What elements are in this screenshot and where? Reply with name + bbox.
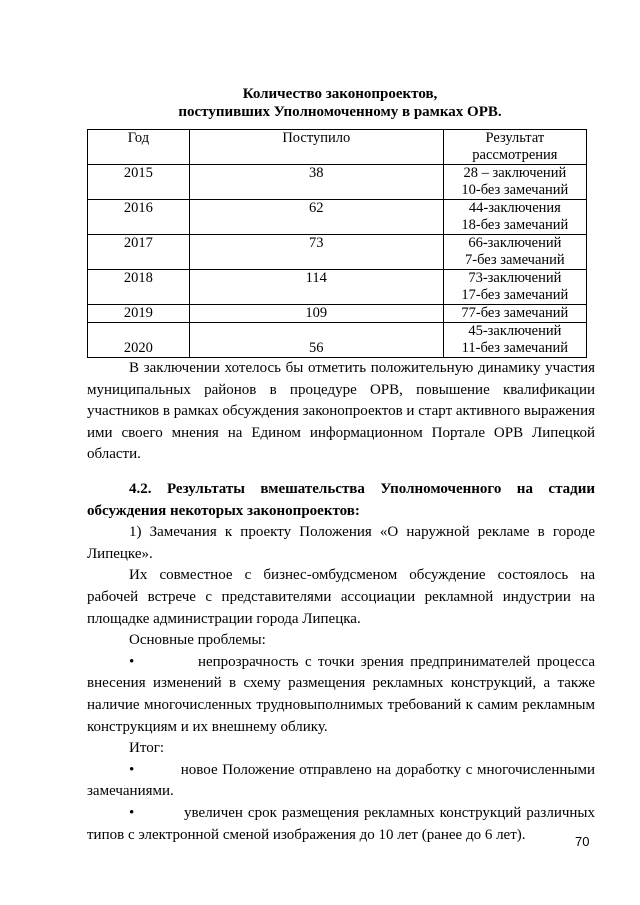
title-line-2: поступивших Уполномоченному в рамках ОРВ. (178, 104, 502, 120)
result-1-text: новое Положение отправлено на доработку с многочисленными замечаниями. (87, 761, 595, 800)
bullet-icon: • (129, 804, 135, 821)
result-line: 11-без замечаний (461, 340, 569, 356)
result-line: 66-заключений (468, 235, 562, 251)
cell-received: 109 (189, 305, 443, 323)
problems-label: Основные проблемы: (129, 632, 266, 649)
header-result-line-2: рассмотрения (472, 147, 558, 163)
cell-received: 38 (189, 165, 443, 200)
bullet-icon: • (129, 761, 135, 778)
bullet-icon: • (129, 653, 135, 670)
result-label: Итог: (129, 740, 165, 757)
problem-1-text: непрозрачность с точки зрения предпринимателей процесса внесения изменений в схему размещения рекламных конструкций, а также наличие многочисленных трудновыполнимых требований к самим рекламным конструкциям и их внешнему облику. (87, 653, 596, 735)
body-text-2 (87, 479, 595, 846)
conclusion-paragraph: В заключении хотелось бы отметить положительную динамику участия муниципальных районов в процедуре ОРВ, повышение квалификации участников в рамках обсуждения законопроектов и старт активного выражения ими своего мнения на Едином информационном Портале ОРВ Липецкой области. (87, 360, 595, 463)
cell-received: 56 (189, 323, 443, 358)
result-line: 45-заключений (468, 323, 562, 339)
cell-result (443, 323, 586, 358)
bills-table (87, 129, 587, 358)
cell-year: 2015 (88, 165, 190, 200)
cell-year: 2020 (88, 323, 190, 358)
title-line-1: Количество законопроектов, (242, 86, 438, 102)
result-line: 17-без замечаний (461, 287, 569, 303)
cell-result (443, 235, 586, 270)
result-line: 18-без замечаний (461, 217, 569, 233)
cell-result (443, 165, 586, 200)
table-row (88, 305, 587, 323)
header-received: Поступило (189, 130, 443, 165)
header-result-line-1: Результат (485, 130, 545, 146)
problem-1-bullet (87, 652, 595, 738)
header-year: Год (88, 130, 190, 165)
table-title (80, 85, 600, 121)
result-line: 44-заключения (468, 200, 561, 216)
cell-received: 73 (189, 235, 443, 270)
result-line: 7-без замечаний (465, 252, 565, 268)
cell-received: 114 (189, 270, 443, 305)
cell-result (443, 270, 586, 305)
cell-year: 2016 (88, 200, 190, 235)
result-line: 77-без замечаний (461, 305, 569, 321)
body-text-1 (87, 358, 595, 466)
result-line: 73-заключений (468, 270, 562, 286)
result-2-text: увеличен срок размещения рекламных конструкций различных типов с электронной сменой изображения до 10 лет (ранее до 6 лет). (87, 804, 596, 843)
result-line: 10-без замечаний (461, 182, 569, 198)
cell-received: 62 (189, 200, 443, 235)
result-line: 28 – заключений (463, 165, 567, 181)
table-row (88, 165, 587, 200)
cell-result (443, 305, 586, 323)
table-row (88, 270, 587, 305)
cell-year: 2019 (88, 305, 190, 323)
page-number: 70 (575, 834, 590, 849)
result-2-bullet (87, 803, 595, 846)
joint-discussion-paragraph: Их совместное с бизнес-омбудсменом обсуждение состоялось на рабочей встрече с представителями ассоциации рекламной индустрии на площадке администрации города Липецка. (87, 567, 595, 627)
cell-year: 2017 (88, 235, 190, 270)
result-1-bullet (87, 760, 595, 803)
section-heading: 4.2. Результаты вмешательства Уполномоченного на стадии обсуждения некоторых законопроектов: (87, 481, 595, 519)
header-result (443, 130, 586, 165)
table-row (88, 323, 587, 358)
table-header-row (88, 130, 587, 165)
table-row (88, 200, 587, 235)
cell-result (443, 200, 586, 235)
table-row (88, 235, 587, 270)
cell-year: 2018 (88, 270, 190, 305)
item-1-paragraph: 1) Замечания к проекту Положения «О наружной рекламе в городе Липецке». (87, 524, 595, 562)
